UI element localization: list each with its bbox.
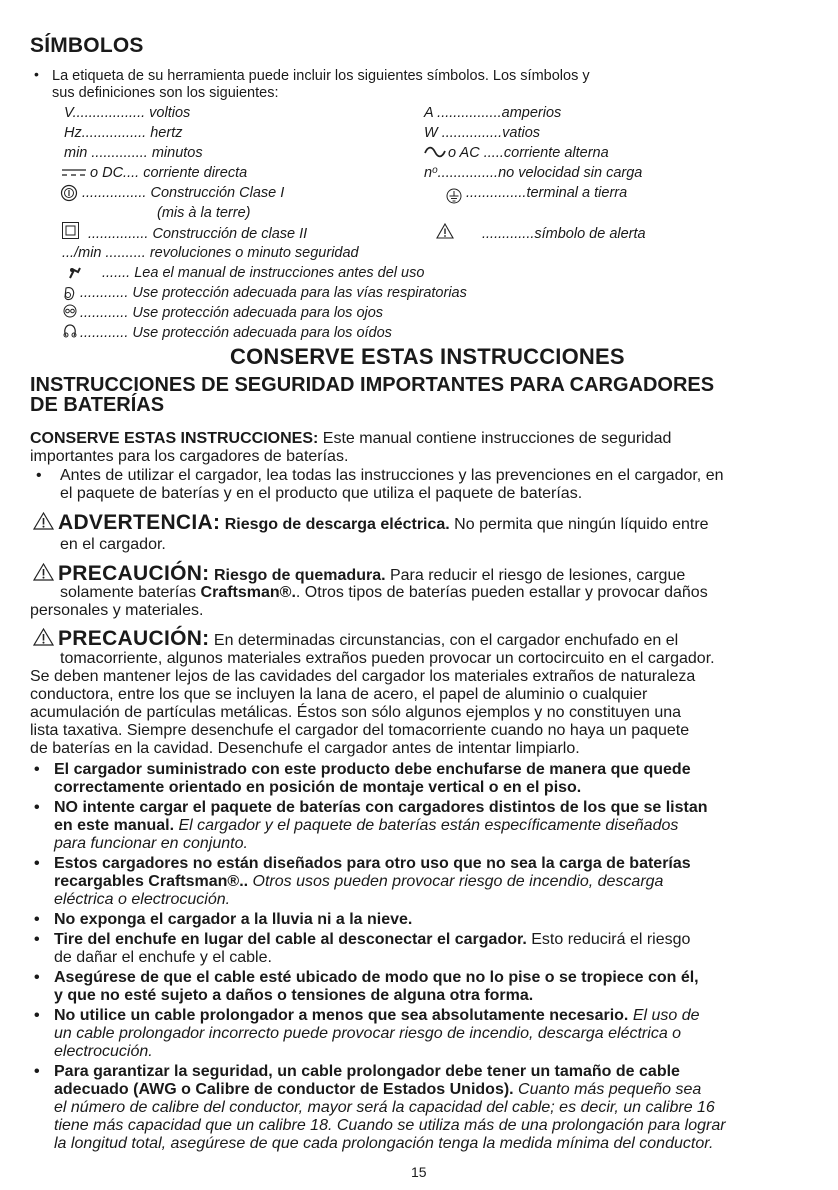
bullet-dot: • [34,66,39,82]
bullet-dot: • [34,1063,40,1080]
caution1-line3: personales y materiales. [30,602,204,619]
bullet7-line2: un cable prolongador incorrecto puede provocar riesgo de incendio, descarga eléctrica o [54,1025,682,1042]
symbol-row-alert: .............símbolo de alerta [482,226,646,242]
bullet6-line1: Asegúrese de que el cable esté ubicado de modo que no lo pise o se tropiece con él, [54,969,699,986]
symbol-row-mis-terre: (mis à la terre) [157,205,251,221]
respirator-icon [62,286,76,302]
bullet5-line2: de dañar el enchufe y el cable. [54,949,272,966]
caution2-line2: tomacorriente, algunos materiales extraños pueden provocar un cortocircuito en el cargador. [60,650,715,667]
symbol-row-ground: ...............terminal a tierra [466,185,628,201]
bullet2-line1: NO intente cargar el paquete de baterías con cargadores distintos de los que se listan [54,799,708,816]
symbol-row-class-i: ................ Construcción Clase I [82,185,285,201]
bullet4-line1: No exponga el cargador a la lluvia ni a la nieve. [54,911,413,928]
bullet8-line5: la longitud total, asegúrese de que cada prolongación tenga la medida mínima del conductor. [54,1135,714,1152]
conserve-para-line1: CONSERVE ESTAS INSTRUCCIONES: Este manual contiene instrucciones de seguridad [30,430,672,447]
main-heading-line1: INSTRUCCIONES DE SEGURIDAD IMPORTANTES PARA CARGADORES [30,374,715,396]
read-manual-icon [68,266,82,280]
caution-alert-icon [33,628,54,646]
alert-icon [436,223,454,239]
caution1-line2: solamente baterías Craftsman®.. Otros tipos de baterías pueden estallar y provocar daños [60,584,708,601]
warning-alert-icon [33,512,54,530]
symbol-row-read-manual: ....... Lea el manual de instrucciones antes del uso [102,265,425,281]
symbol-row-a: A ................amperios [424,105,562,121]
class-i-icon [60,184,78,202]
bullet7-line1: No utilice un cable prolongador a menos que sea absolutamente necesario. El uso de [54,1007,700,1024]
caution-alert-icon [33,563,54,581]
symbol-row-respiratory: ............ Use protección adecuada para las vías respiratorias [80,285,467,301]
bullet8-line3: el número de calibre del conductor, mayor será la capacidad del cable; es decir, un calibre 16 [54,1099,715,1116]
bullet3-line3: eléctrica o electrocución. [54,891,231,908]
conserve-heading: CONSERVE ESTAS INSTRUCCIONES [230,344,625,369]
bullet6-line2: y que no esté sujeto a daños o tensiones de alguna otra forma. [54,987,534,1004]
bullet8-line2: adecuado (AWG o Calibre de conductor de Estados Unidos). Cuanto más pequeño sea [54,1081,702,1098]
bullet-dot: • [34,1007,40,1024]
conserve-para-line2: importantes para los cargadores de baterías. [30,448,349,465]
bullet8-line1: Para garantizar la seguridad, un cable prolongador debe tener un tamaño de cable [54,1063,680,1080]
caution2-line6: lista taxativa. Siempre desenchufe el cargador del tomacorriente cuando no haya un paquete [30,722,690,739]
symbols-heading: SÍMBOLOS [30,34,144,57]
symbol-row-no: $n^o...............no$ velocidad sin carga [424,165,643,181]
symbol-row-hz: Hz................ hertz [64,125,183,141]
bullet-dot: • [34,799,40,816]
class-ii-icon [62,222,79,239]
bullet-dot: • [34,855,40,872]
bullet2-line3: para funcionar en conjunto. [54,835,248,852]
read-bullet-line2: el paquete de baterías y en el producto que utiliza el paquete de baterías. [60,485,583,502]
bullet-dot: • [34,931,40,948]
read-bullet-line1: Antes de utilizar el cargador, lea todas las instrucciones y las prevenciones en el cargador, en [60,467,724,484]
dc-icon [62,168,86,178]
caution2-line1: PRECAUCIÓN: En determinadas circunstancias, con el cargador enchufado en el [58,627,679,650]
warning-line1: ADVERTENCIA: Riesgo de descarga eléctrica. No permita que ningún líquido entre [58,511,709,534]
symbol-row-rpm: .../min .......... revoluciones o minuto seguridad [62,245,359,261]
bullet1-line1: El cargador suministrado con este producto debe enchufarse de manera que quede [54,761,691,778]
warning-line2: en el cargador. [60,536,166,553]
ground-terminal-icon [446,188,462,204]
main-heading-line2: DE BATERÍAS [30,394,165,416]
bullet-dot: • [34,761,40,778]
ac-icon [424,146,446,158]
symbol-row-dc: o DC.... corriente directa [90,165,248,181]
bullet3-line2: recargables Craftsman®.. Otros usos pueden provocar riesgo de incendio, descarga [54,873,664,890]
symbol-row-w: W ...............vatios [424,125,541,141]
caution2-line7: de baterías en la cavidad. Desenchufe el cargador antes de intentar limpiarlo. [30,740,580,757]
bullet1-line2: correctamente orientado en posición de montaje vertical o en el piso. [54,779,582,796]
symbol-row-min: min .............. minutos [64,145,203,161]
caution2-line5: acumulación de partículas metálicas. Éstos son sólo algunos ejemplos y no constituyen una [30,704,682,721]
symbols-intro-1: La etiqueta de su herramienta puede incluir los siguientes símbolos. Los símbolos y [52,68,590,84]
bullet-dot: • [34,911,40,928]
bullet-dot: • [36,467,42,484]
bullet-dot: • [34,969,40,986]
symbol-row-ac: o AC .....corriente alterna [448,145,609,161]
bullet3-line1: Estos cargadores no están diseñados para otro uso que no sea la carga de baterías [54,855,691,872]
caution2-line3: Se deben mantener lejos de las cavidades del cargador los materiales extraños de naturaleza [30,668,696,685]
symbols-intro-2: sus definiciones son los siguientes: [52,85,279,101]
bullet7-line3: electrocución. [54,1043,153,1060]
symbol-row-eyes: ............ Use protección adecuada para los ojos [80,305,384,321]
symbol-row-v: V.................. voltios [64,105,191,121]
page-number: 15 [411,1164,427,1180]
caution2-line4: conductora, entre los que se incluyen la lana de acero, el papel de aluminio o cualquier [30,686,648,703]
eye-protection-icon [63,304,77,318]
symbol-row-class-ii: ............... Construcción de clase II [88,226,308,242]
ear-protection-icon [63,324,77,338]
bullet5-line1: Tire del enchufe en lugar del cable al desconectar el cargador. Esto reducirá el riesgo [54,931,691,948]
bullet8-line4: tiene más capacidad que un calibre 18. Cuando se utiliza más de una prolongación para lograr [54,1117,726,1134]
caution1-line1: PRECAUCIÓN: Riesgo de quemadura. Para reducir el riesgo de lesiones, cargue [58,562,686,585]
symbol-row-ears: ............ Use protección adecuada para los oídos [80,325,392,341]
bullet2-line2: en este manual. El cargador y el paquete de baterías están específicamente diseñados [54,817,679,834]
